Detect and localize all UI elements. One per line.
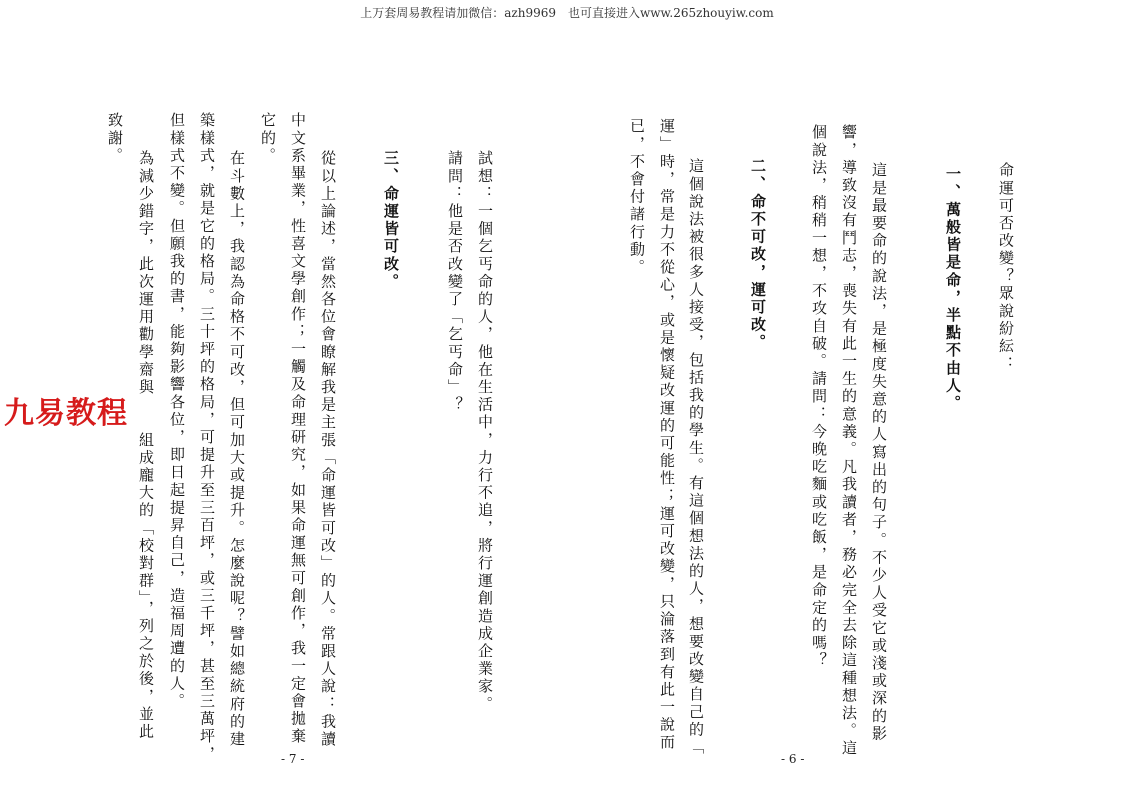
text-column: 但樣式不變。但願我的書，能夠影響各位，即日起提昇自己，造福周遭的人。 [168,112,186,711]
watermark-banner: 上万套周易教程请加微信：azh9969 也可直接进入www.265zhouyiw.com [360,6,774,20]
text-column: 它的。 [259,112,277,165]
text-column: 從以上論述，當然各位會瞭解我是主張「命運皆可改」的人。常跟人說：我讀 [319,150,337,749]
text-column: 這是最要命的說法，是極度失意的人寫出的句子。不少人受它或淺或深的影 [870,162,888,743]
watermark-logo: 九易教程 [0,388,132,432]
text-column: 運」時，常是力不從心，或是懷疑改運的可能性；運可改變，只淪落到有此一說而 [658,118,676,752]
page-number: - 7 - [281,752,305,766]
text-column: 已，不會付諸行動。 [628,118,646,277]
text-column: 中文系畢業，性喜文學創作；一觸及命理研究，如果命運無可創作，我一定會拋棄 [289,112,307,746]
text-column: 這個說法被很多人接受，包括我的學生。有這個想法的人，想要改變自己的「 [687,158,705,757]
text-column: 命運可否改變？眾說紛紜： [997,162,1015,374]
text-column: 為減少錯字，此次運用勸學齋與 組成龐大的「校對群」，列之於後，並此 [137,150,155,741]
page-6 [567,0,1134,811]
section-heading-1: 一、萬般皆是命，半點不由人。 [944,166,962,413]
section-heading-3: 三、命運皆可改。 [382,150,400,291]
section-heading-2: 二、命不可改，運可改。 [749,158,767,352]
text-column: 在斗數上，我認為命格不可改，但可加大或提升。怎麼說呢？譬如總統府的建 [228,150,246,749]
text-column: 試想：一個乞丐命的人，他在生活中，力行不追，將行運創造成企業家。 [476,150,494,714]
page-number: - 6 - [781,752,805,766]
text-column: 請問：他是否改變了「乞丐命」？ [446,150,464,414]
text-column: 響，導致沒有鬥志，喪失有此一生的意義。凡我讀者，務必完全去除這種想法。這 [840,124,858,758]
text-column: 築樣式，就是它的格局。三十坪的格局，可提升至三百坪，或三千坪，甚至三萬坪， [198,112,216,764]
text-column: 個說法，稍稍一想，不攻自破。請問：今晚吃麵或吃飯，是命定的嗎？ [810,124,828,670]
text-column: 致謝。 [106,112,124,165]
